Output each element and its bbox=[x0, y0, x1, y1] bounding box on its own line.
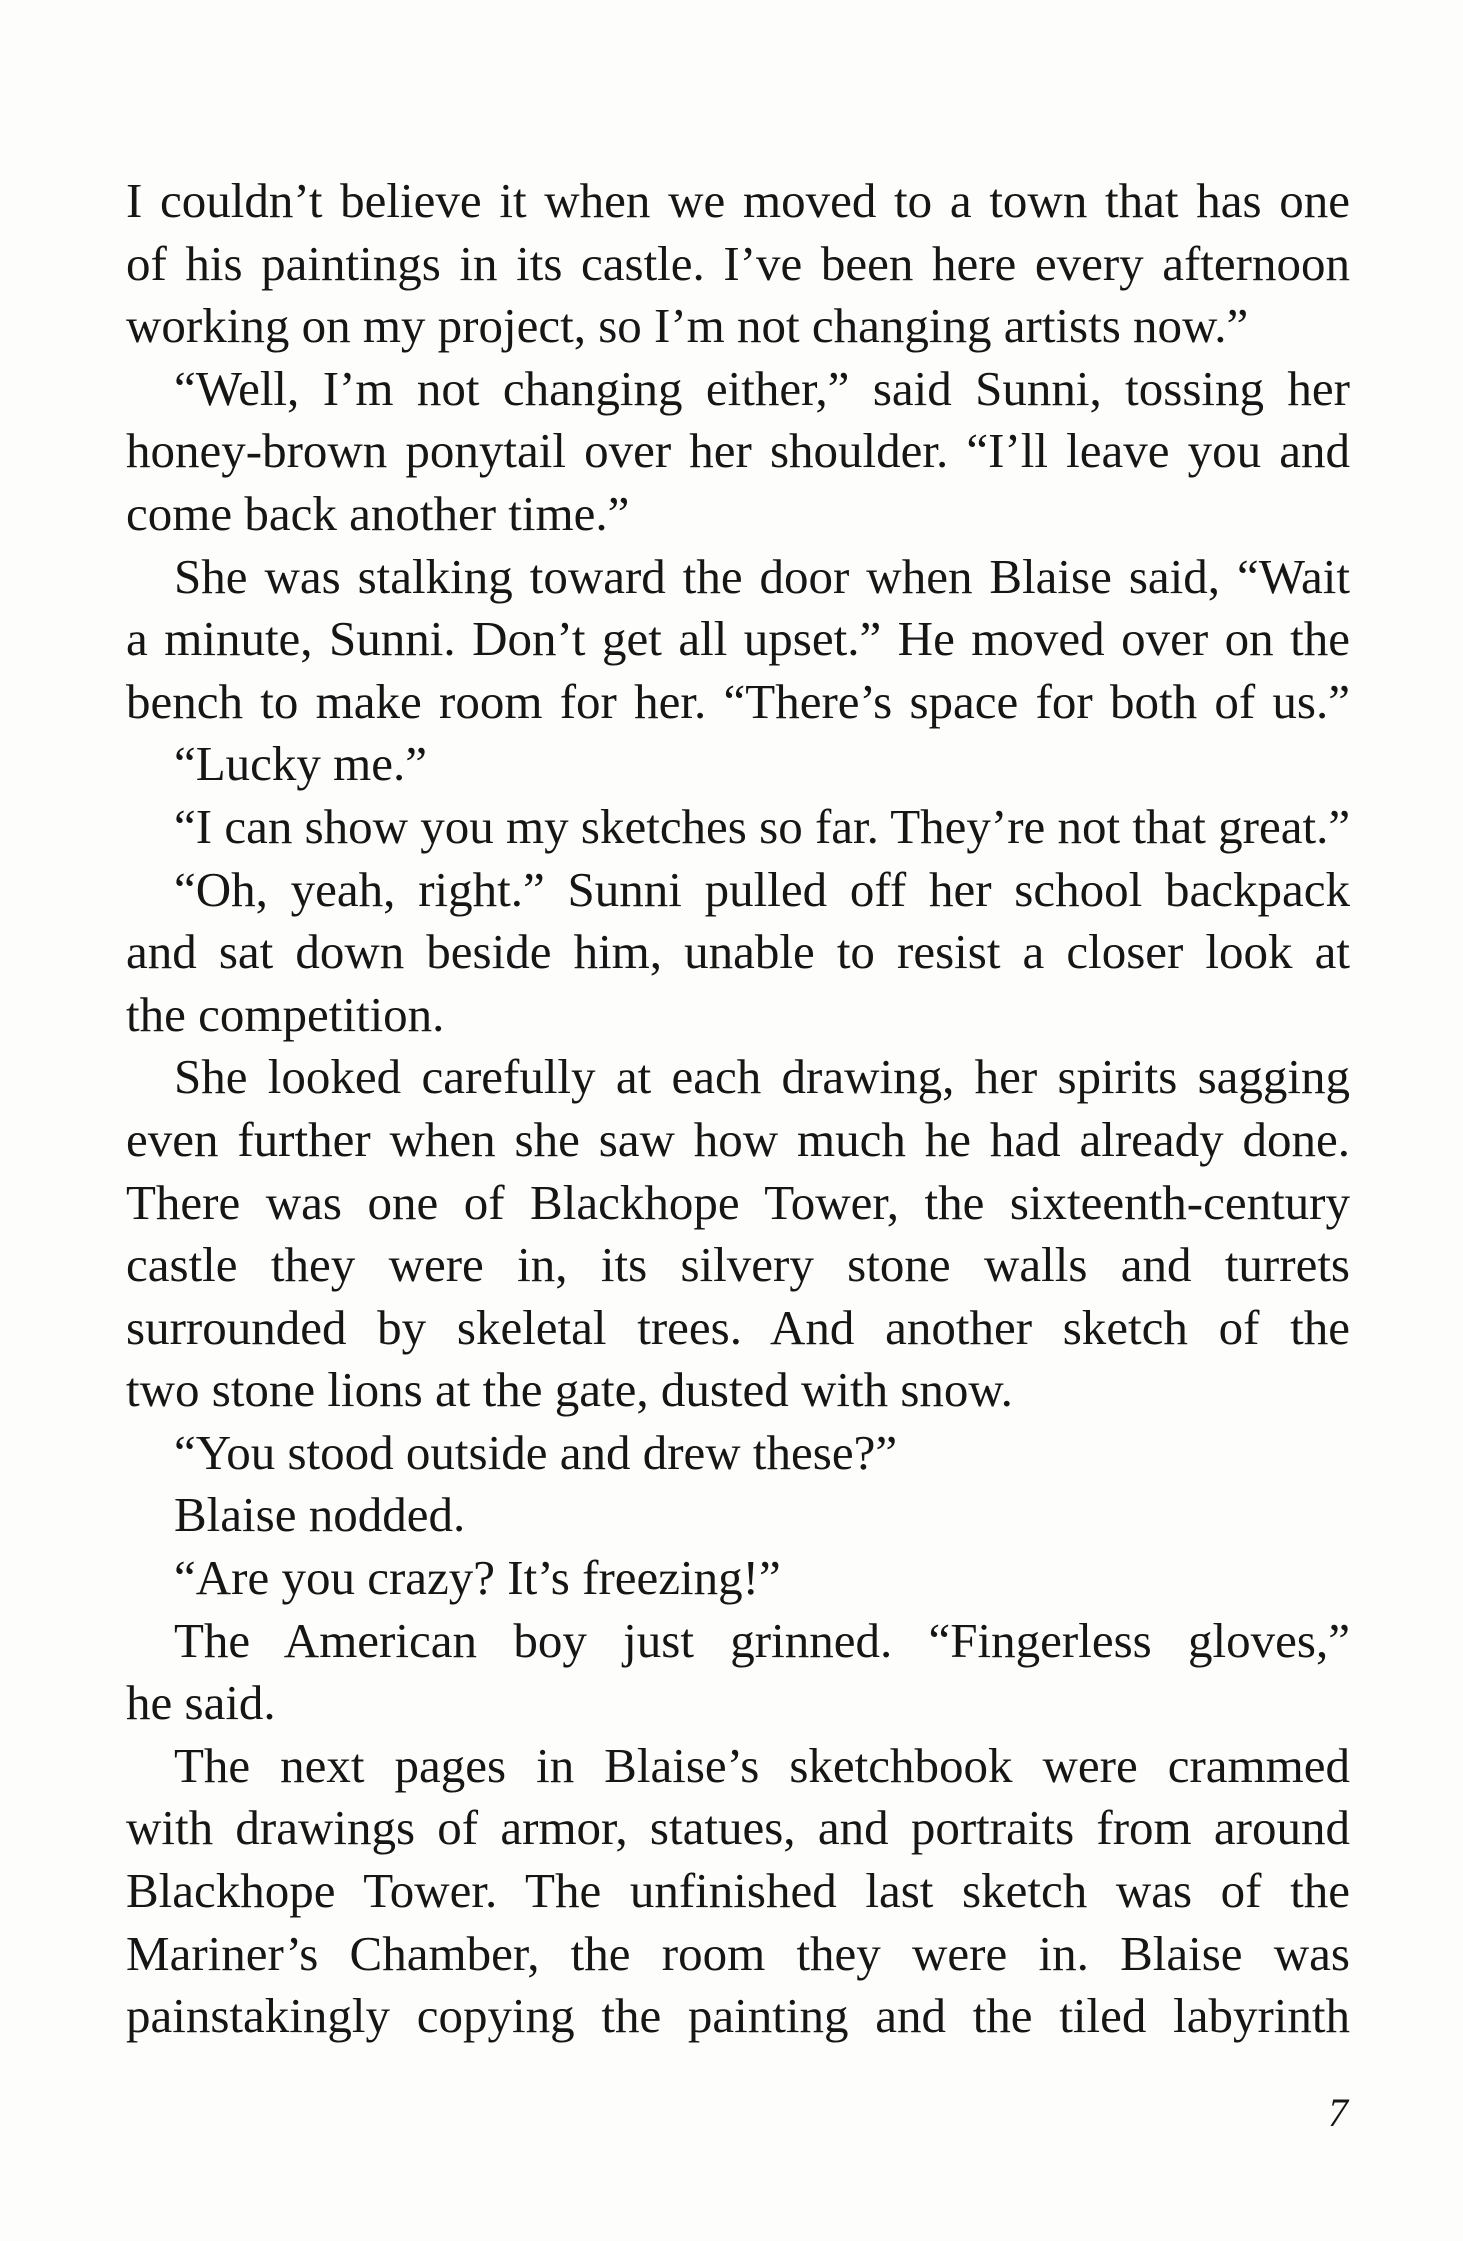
text-line: honey-brown ponytail over her shoulder. “I’ll leave you and bbox=[126, 423, 1350, 479]
text-line: “Well, I’m not changing either,” said Sunni, tossing her bbox=[174, 360, 1350, 416]
text-line: Mariner’s Chamber, the room they were in. Blaise was bbox=[126, 1925, 1350, 1981]
text-line: surrounded by skeletal trees. And another sketch of the bbox=[126, 1299, 1350, 1355]
text-line: castle they were in, its silvery stone walls and turrets bbox=[126, 1237, 1350, 1293]
text-line: “Oh, yeah, right.” Sunni pulled off her school backpack bbox=[174, 861, 1350, 917]
text-line: I couldn’t believe it when we moved to a town that has one bbox=[126, 173, 1350, 228]
text-line: The American boy just grinned. “Fingerless gloves,” bbox=[174, 1612, 1350, 1668]
text-line: come back another time.” bbox=[126, 485, 630, 541]
text-line: with drawings of armor, statues, and portraits from around bbox=[126, 1800, 1350, 1856]
text-line: “You stood outside and drew these?” bbox=[174, 1424, 898, 1480]
text-line: Blackhope Tower. The unfinished last sketch was of the bbox=[126, 1863, 1350, 1919]
text-line: of his paintings in its castle. I’ve been here every afternoon bbox=[126, 235, 1350, 291]
page-number: 7 bbox=[1328, 2090, 1348, 2135]
text-line: painstakingly copying the painting and the tiled labyrinth bbox=[126, 1988, 1350, 2044]
text-line: and sat down beside him, unable to resist a closer look at bbox=[126, 924, 1350, 980]
body-text bbox=[126, 170, 1350, 2048]
text-line: “I can show you my sketches so far. They’re not that great.” bbox=[174, 798, 1351, 854]
text-line: She was stalking toward the door when Blaise said, “Wait bbox=[174, 548, 1350, 604]
text-line: a minute, Sunni. Don’t get all upset.” He moved over on the bbox=[126, 611, 1350, 667]
text-line: he said. bbox=[126, 1675, 276, 1731]
text-line: two stone lions at the gate, dusted with snow. bbox=[126, 1362, 1013, 1418]
text-line: She looked carefully at each drawing, her spirits sagging bbox=[174, 1049, 1350, 1105]
text-line: working on my project, so I’m not changing artists now.” bbox=[126, 298, 1249, 354]
text-line: bench to make room for her. “There’s space for both of us.” bbox=[126, 673, 1350, 729]
text-line: the competition. bbox=[126, 986, 445, 1042]
text-line: The next pages in Blaise’s sketchbook were crammed bbox=[174, 1737, 1350, 1793]
text-line: even further when she saw how much he had already done. bbox=[126, 1111, 1350, 1167]
text-line: “Are you crazy? It’s freezing!” bbox=[174, 1550, 781, 1606]
text-line: There was one of Blackhope Tower, the sixteenth-century bbox=[126, 1174, 1350, 1230]
text-line: Blaise nodded. bbox=[174, 1487, 466, 1543]
text-line: “Lucky me.” bbox=[174, 736, 428, 792]
